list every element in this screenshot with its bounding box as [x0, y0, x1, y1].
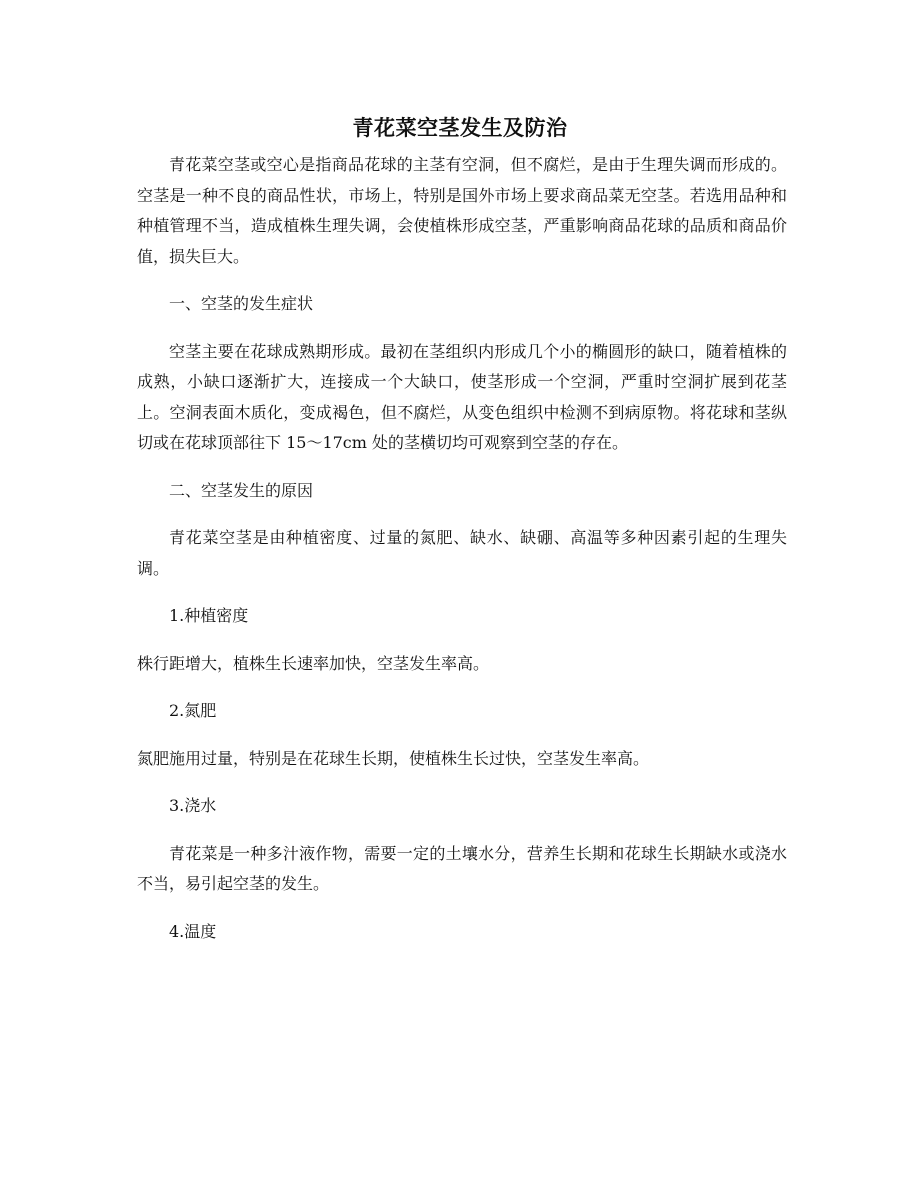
factor-heading-density: 1.种植密度: [169, 606, 249, 625]
section-heading-symptoms: 一、空茎的发生症状: [169, 294, 314, 313]
section-heading-causes: 二、空茎发生的原因: [169, 480, 314, 500]
intro-paragraph: 青花菜空茎或空心是指商品花球的主茎有空洞，但不腐烂，是由于生理失调而形成的。空茎是一种不良的商品性状，市场上，特别是国外市场上要求商品菜无空茎。若选用品种和种植管理不当，造成植株生理失调，会使植株形成空茎，严重影响商品花球的品质和商品价值，损失巨大。: [137, 155, 787, 266]
watering-paragraph: 青花菜是一种多汁液作物，需要一定的土壤水分，营养生长期和花球生长期缺水或浇水不当，易引起空茎的发生。: [137, 843, 787, 893]
factor-heading-nitrogen: 2.氮肥: [169, 701, 217, 720]
document-body: [137, 150, 787, 964]
factor-heading-watering: 3.浇水: [169, 796, 217, 815]
density-paragraph: 株行距增大，植株生长速率加快，空茎发生率高。: [137, 653, 490, 673]
nitrogen-paragraph: 氮肥施用过量，特别是在花球生长期，使植株生长过快，空茎发生率高。: [137, 748, 650, 768]
page-title: 青花菜空茎发生及防治: [352, 115, 568, 140]
symptoms-paragraph: 空茎主要在花球成熟期形成。最初在茎组织内形成几个小的椭圆形的缺口，随着植株的成熟，小缺口逐渐扩大，连接成一个大缺口，使茎形成一个空洞，严重时空洞扩展到花茎上。空洞表面木质化，变成褐色，但不腐烂，从变色组织中检测不到病原物。将花球和茎纵切或在花球顶部往下 15～17cm 处的茎横切均可观察到空茎的存在。: [137, 341, 787, 452]
causes-paragraph: 青花菜空茎是由种植密度、过量的氮肥、缺水、缺硼、高温等多种因素引起的生理失调。: [137, 528, 787, 578]
factor-heading-temperature: 4.温度: [169, 921, 217, 941]
